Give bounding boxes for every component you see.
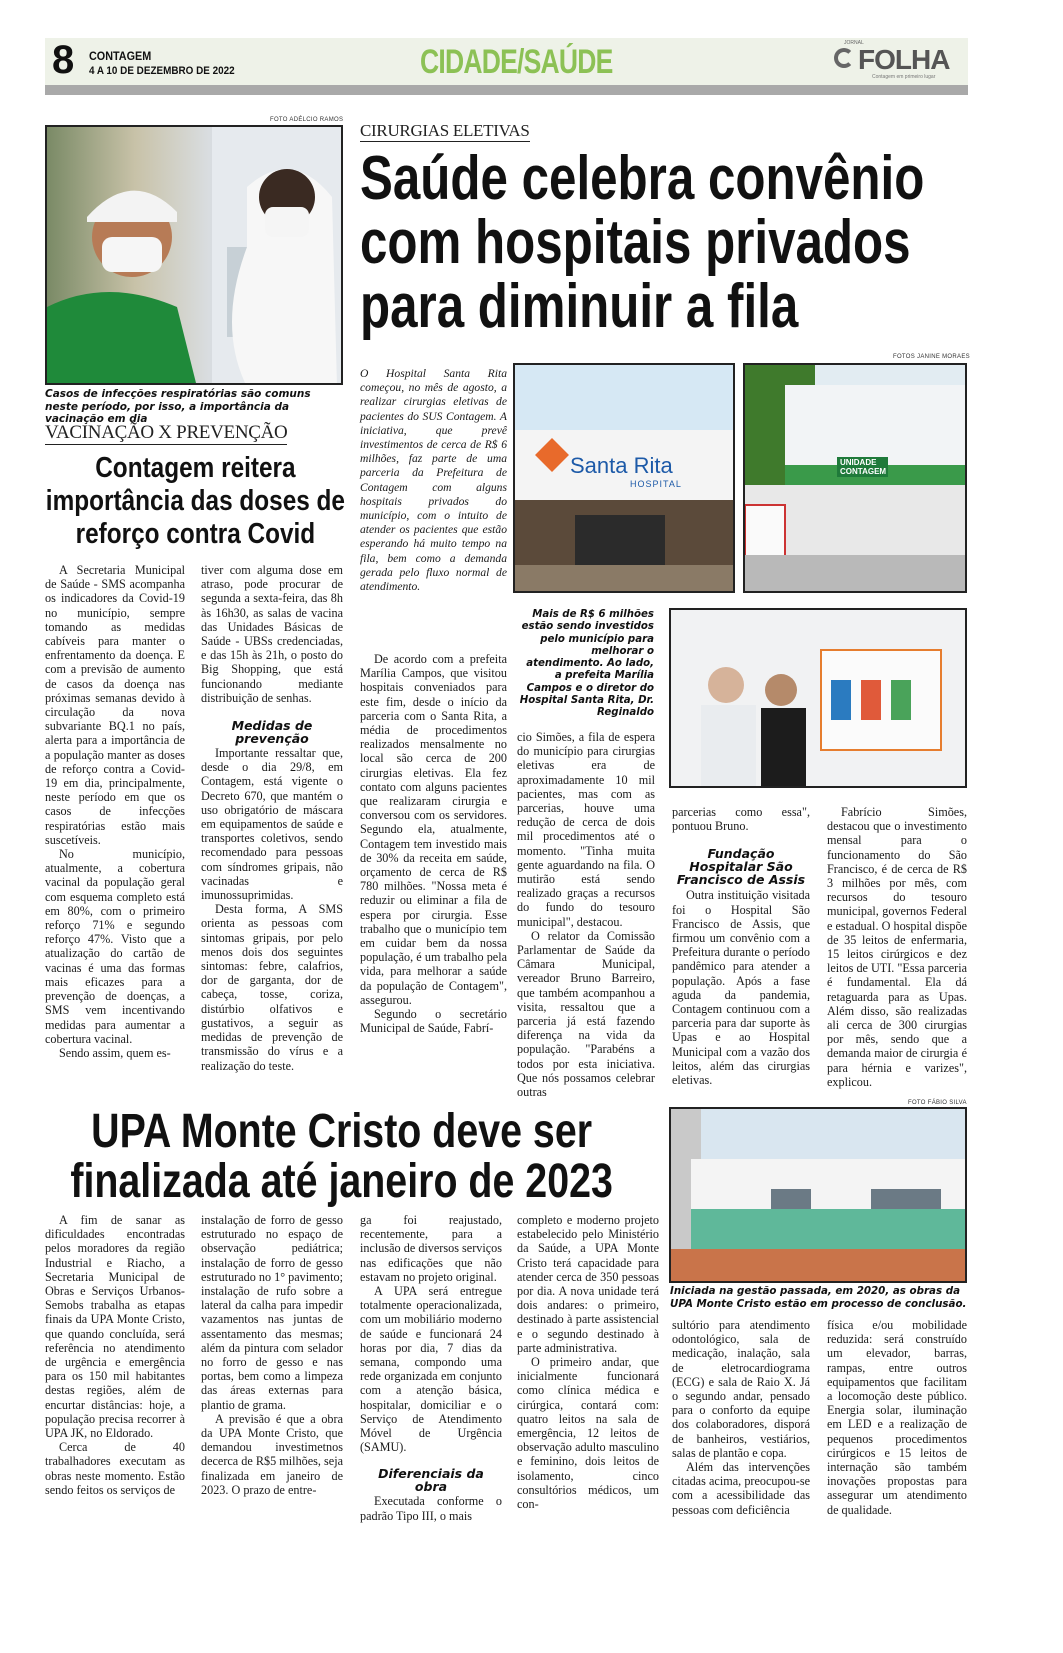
paragraph: A UPA será entregue totalmente operacionalizada, com um mobiliário moderno de saúde e funcionará 24 horas por dia, 7 dias da semana, compondo uma rede organizada em conjunto com a atenção básica, hospitalar, domiciliar e o Serviço de Atendimento Móvel de Urgência (SAMU). bbox=[360, 1284, 502, 1455]
paragraph: O relator da Comissão Parlamentar de Saúde da Câmara Municipal, vereador Bruno Barreiro, que também acompanhou a visita, ressaltou que a parceria já está fazendo diferença na vida da população. "Parabéns a todos por esta iniciativa. Que nós possamos celebrar outras bbox=[517, 928, 655, 1100]
logo-text: FOLHA bbox=[858, 44, 950, 75]
hospital-sign-text: Santa Rita bbox=[570, 453, 673, 478]
upa-column-3 bbox=[360, 1213, 502, 1523]
mayor-visit-illustration bbox=[671, 610, 967, 788]
surgery-column-3 bbox=[672, 805, 810, 1087]
surgery-subhead: Fundação Hospitalar São Francisco de Assis bbox=[676, 846, 806, 888]
surgery-headline: Saúde celebra convênio com hospitais privados para diminuir a fila bbox=[360, 144, 925, 341]
paragraph: instalação de forro de gesso estruturado no espaço de observação pediátrica; instalação de forro de gesso estruturado no 1° pavimento; instalação de rufo sobre a lateral da calha para impedir vazamentos nas juntas de assentamento das mesmas; além da pintura com selador no forro de gesso e nas portas, bem como a limpeza das áreas externas para plantio de grama. bbox=[201, 1213, 343, 1412]
santa-rita-illustration bbox=[515, 365, 735, 593]
logo-small-text: JORNAL bbox=[844, 40, 864, 46]
upa-sign-text: UNIDADE CONTAGEM bbox=[837, 457, 888, 477]
paragraph: Cerca de 40 trabalhadores executam as obras neste momento. Estão sendo feitos os serviços de bbox=[45, 1440, 185, 1497]
masthead-date: 4 A 10 DE DEZEMBRO DE 2022 bbox=[89, 65, 235, 77]
paragraph: O primeiro andar, que inicialmente funcionará como clínica médica e cirúrgica, contará com: quatro leitos na sala de emergência, 12 leitos de observação adulto masculino e feminino, dois leitos de isolamento, cinco consultórios médicos, um con- bbox=[517, 1355, 659, 1512]
vaccination-column-1 bbox=[45, 563, 185, 1060]
vaccination-photo-caption: Casos de infecções respiratórias são comuns neste período, por isso, a importância da vacinação em dia bbox=[45, 388, 311, 425]
upa-subhead: Diferenciais da obra bbox=[378, 1466, 484, 1495]
paragraph: No município, atualmente, a cobertura vacinal da população geral com esquema completo está em 80%, com o primeiro reforço 71% e segundo reforço 47%. Visto que a atualização do cartão de vacinas é uma das formas mais eficazes para a prevenção de doenças, a SMS vem incentivando medidas para aumentar a cobertura vacinal. bbox=[45, 847, 185, 1046]
paragraph: O Hospital Santa Rita começou, no mês de agosto, a realizar cirurgias eletivas de pacientes do SUS Contagem. A iniciativa, que prevê investimentos de cerca de R$ 6 milhões, faz parte de uma parceria da Prefeitura de Contagem com alguns hospitais privados do município, com o intuito de atender os pacientes que estão esperando há muito tempo na fila, bem como a demanda gerada pelo fluxo normal de atendimento. bbox=[360, 367, 507, 594]
paragraph: A Secretaria Municipal de Saúde - SMS acompanha os indicadores da Covid-19 no município, sempre tomando as medidas cabíveis para manter o enfrentamento da doença. E com a previsão de aumento de casos da doença nas próximas semanas devido à circulação da nova subvariante BQ.1 no país, alerta para a importância de a população manter as doses de reforço contra a Covid-19 em dia, principalmente, neste período em que os casos de infecções respiratórias estão mais suscetíveis. bbox=[45, 563, 185, 847]
paragraph: Outra instituição visitada foi o Hospital São Francisco de Assis, que firmou um convênio com a Prefeitura durante o período pandêmico para atender a população. Após a fase aguda da pandemia, Contagem continuou com a parceria para dar suporte às Upas e ao Hospital Municipal com a vazão dos leitos, além das cirurgias eletivas. bbox=[672, 888, 810, 1088]
santa-rita-hospital-photo bbox=[513, 363, 735, 593]
photo-credit: FOTOS JANINE MORAES bbox=[893, 354, 970, 360]
paragraph: A previsão é que a obra da UPA Monte Cristo, que demandou investimetnos decerca de R$5 milhões, seja finalizada em janeiro de 2023. O prazo de entre- bbox=[201, 1411, 343, 1497]
upa-column-6 bbox=[827, 1318, 967, 1517]
paragraph: ga foi reajustado, recentemente, para a inclusão de diversos serviços nas edificações que não estavam no projeto original. bbox=[360, 1213, 502, 1284]
vaccination-photo bbox=[45, 125, 343, 385]
paragraph: Importante ressaltar que, desde o dia 29/8, em Contagem, está vigente o Decreto 670, que mantém o uso obrigatório de máscara em equipamentos de saúde e transportes coletivos, sendo recomendado para pessoas com síndromes gripais, não vacinadas e imunossuprimidas. bbox=[201, 746, 343, 903]
mayor-visit-photo bbox=[669, 608, 967, 788]
upa-column-2 bbox=[201, 1213, 343, 1497]
surgery-column-1 bbox=[360, 652, 507, 1035]
sao-francisco-hospital-photo bbox=[743, 363, 967, 593]
surgery-lead bbox=[360, 367, 507, 594]
photo-credit: FOTO FÁBIO SILVA bbox=[908, 1100, 967, 1106]
masthead-city: CONTAGEM bbox=[89, 49, 152, 63]
paragraph: De acordo com a prefeita Marília Campos, que visitou hospitais conveniados para este fim, desde o início da parceria com o Santa Rita, a média de procedimentos realizados mensalmente no local são cerca de 200 cirurgias eletivas. Ela fez contato com alguns pacientes que realizaram cirurgia e conversou com os servidores. Segundo ela, atualmente, Contagem tem investido mais de 30% da receita em saúde, orçamento de cerca de R$ 780 milhões. "Nossa meta é reduzir ou eliminar a fila de espera por cirurgia. Esse trabalho que o município tem em cuidar bem da nossa população, é um trabalho pela vida, para melhorar a saúde da população de Contagem", assegurou. bbox=[360, 652, 507, 1007]
upa-column-4 bbox=[517, 1213, 659, 1511]
paragraph: Sendo assim, quem es- bbox=[59, 1045, 171, 1060]
masthead-divider bbox=[45, 85, 968, 95]
vaccination-headline: Contagem reitera importância das doses de reforço contra Covid bbox=[45, 452, 345, 550]
logo-swirl-icon bbox=[834, 48, 854, 68]
paragraph: Desta forma, A SMS orienta as pessoas com sintomas gripais, por pelo menos dois dos seguintes sintomas: febre, calafrios, dor de garganta, dor de cabeça, tosse, coriza, distúrbio olfativos e gustativos, a seguir as medidas de prevenção de transmissão do vírus e a realização do teste. bbox=[201, 902, 343, 1073]
upa-column-1 bbox=[45, 1213, 185, 1497]
vaccination-kicker: VACINAÇÃO X PREVENÇÃO bbox=[45, 422, 288, 443]
vaccination-column-2 bbox=[201, 563, 343, 1073]
upa-construction-illustration bbox=[671, 1109, 967, 1283]
hospital-photo-caption: Mais de R$ 6 milhões estão sendo investidos pelo município para melhorar o atendimento. Ao lado, a prefeita Marília Campos e o diretor do Hospital Santa Rita, Dr. Reginaldo bbox=[519, 609, 654, 719]
paragraph: sultório para atendimento odontológico, sala de medicação, inalação, sala de eletrocardiograma (ECG) e sala de Raio X. Já o segundo andar, pensado para o conforto da equipe dos colaboradores, disporá de banheiros, vestiários, salas de plantão e copa. bbox=[672, 1318, 810, 1460]
paragraph: parcerias como essa", pontuou Bruno. bbox=[672, 805, 810, 834]
hospital-sign-subtext: HOSPITAL bbox=[630, 479, 682, 489]
vaccination-photo-illustration bbox=[47, 127, 343, 385]
upa-headline: UPA Monte Cristo deve ser finalizada até janeiro de 2023 bbox=[70, 1105, 613, 1208]
paragraph: Executada conforme o padrão Tipo III, o mais bbox=[360, 1494, 502, 1523]
upa-photo-caption: Iniciada na gestão passada, em 2020, as obras da UPA Monte Cristo estão em processo de conclusão. bbox=[670, 1285, 967, 1310]
paragraph: cio Simões, a fila de espera do município para cirurgias eletivas era de aproximadamente 10 mil pacientes, mas com as parcerias, houve uma redução de cerca de dois mil procedimentos até o momento. "Tinha muita gente aguardando na fila. O mutirão está sendo realizado graças a recursos do fundo do tesouro municipal", destacou. bbox=[517, 730, 655, 929]
upa-column-5 bbox=[672, 1318, 810, 1517]
surgery-column-2 bbox=[517, 730, 655, 1099]
paragraph: Além das intervenções citadas acima, preocupou-se com a acessibilidade das pessoas com deficiência bbox=[672, 1460, 810, 1517]
upa-construction-photo bbox=[669, 1107, 967, 1283]
logo-tagline: Contagem em primeiro lugar bbox=[872, 74, 936, 80]
paragraph: Segundo o secretário Municipal de Saúde, Fabrí- bbox=[360, 1007, 507, 1036]
surgery-kicker: CIRURGIAS ELETIVAS bbox=[360, 121, 530, 140]
paragraph: física e/ou mobilidade reduzida: será construído um elevador, barras, rampas, entre outros equipamentos que facilitam a locomoção deste público. Energia solar, iluminação em LED e a realização de pequenos procedimentos cirúrgicos e 15 leitos de internação são também inovações propostas para assegurar um atendimento de qualidade. bbox=[827, 1318, 967, 1517]
photo-credit: FOTO ADÉLCIO RAMOS bbox=[270, 117, 344, 123]
paragraph: tiver com alguma dose em atraso, pode procurar de segunda a sexta-feira, das 8h às 16h30, as salas de vacina das Unidades Básicas de Saúde - UBSs credenciadas, e das 15h às 21h, o posto do Big Shopping, que está funcionando mediante distribuição de senhas. bbox=[201, 563, 343, 705]
paragraph: A fim de sanar as dificuldades encontradas pelos moradores da região Industrial e Riacho, a Secretaria Municipal de Obras e Serviços Urbanos-Semobs trabalha as etapas finais da UPA Monte Cristo, que quando concluída, será referência no atendimento de urgência e emergência para os 150 mil habitantes destas regiões, além de encurtar distâncias: hoje, a população precisa recorrer à UPA JK, no Eldorado. bbox=[45, 1213, 185, 1441]
sao-francisco-illustration bbox=[745, 365, 967, 593]
page-number: 8 bbox=[52, 38, 75, 82]
newspaper-logo bbox=[832, 40, 967, 82]
surgery-column-4 bbox=[827, 805, 967, 1089]
paragraph: Fabrício Simões, destacou que o investimento mensal para o funcionamento do São Francisco, é de cerca de R$ 3 milhões por mês, com recursos do tesouro municipal, governos Federal e estadual. O hospital dispõe de 35 leitos de enfermaria, 15 leitos cirúrgicos e dez leitos de UTI. "Essa parceria é fundamental. Ela dá retaguarda para as Upas. Além disso, são realizadas ali cerca de 300 cirurgias por mês, sendo que a demanda maior de cirurgia é para hérnia e varizes", explicou. bbox=[827, 805, 967, 1089]
vaccination-subhead: Medidas de prevenção bbox=[231, 718, 313, 747]
paragraph: completo e moderno projeto estabelecido pelo Ministério da Saúde, a UPA Monte Cristo terá capacidade para atender cerca de 350 pessoas por dia. A nova unidade terá dois andares: o primeiro, destinado à parte assistencial e o segundo destinado à parte administrativa. bbox=[517, 1213, 659, 1355]
section-title: CIDADE/SAÚDE bbox=[420, 43, 613, 81]
